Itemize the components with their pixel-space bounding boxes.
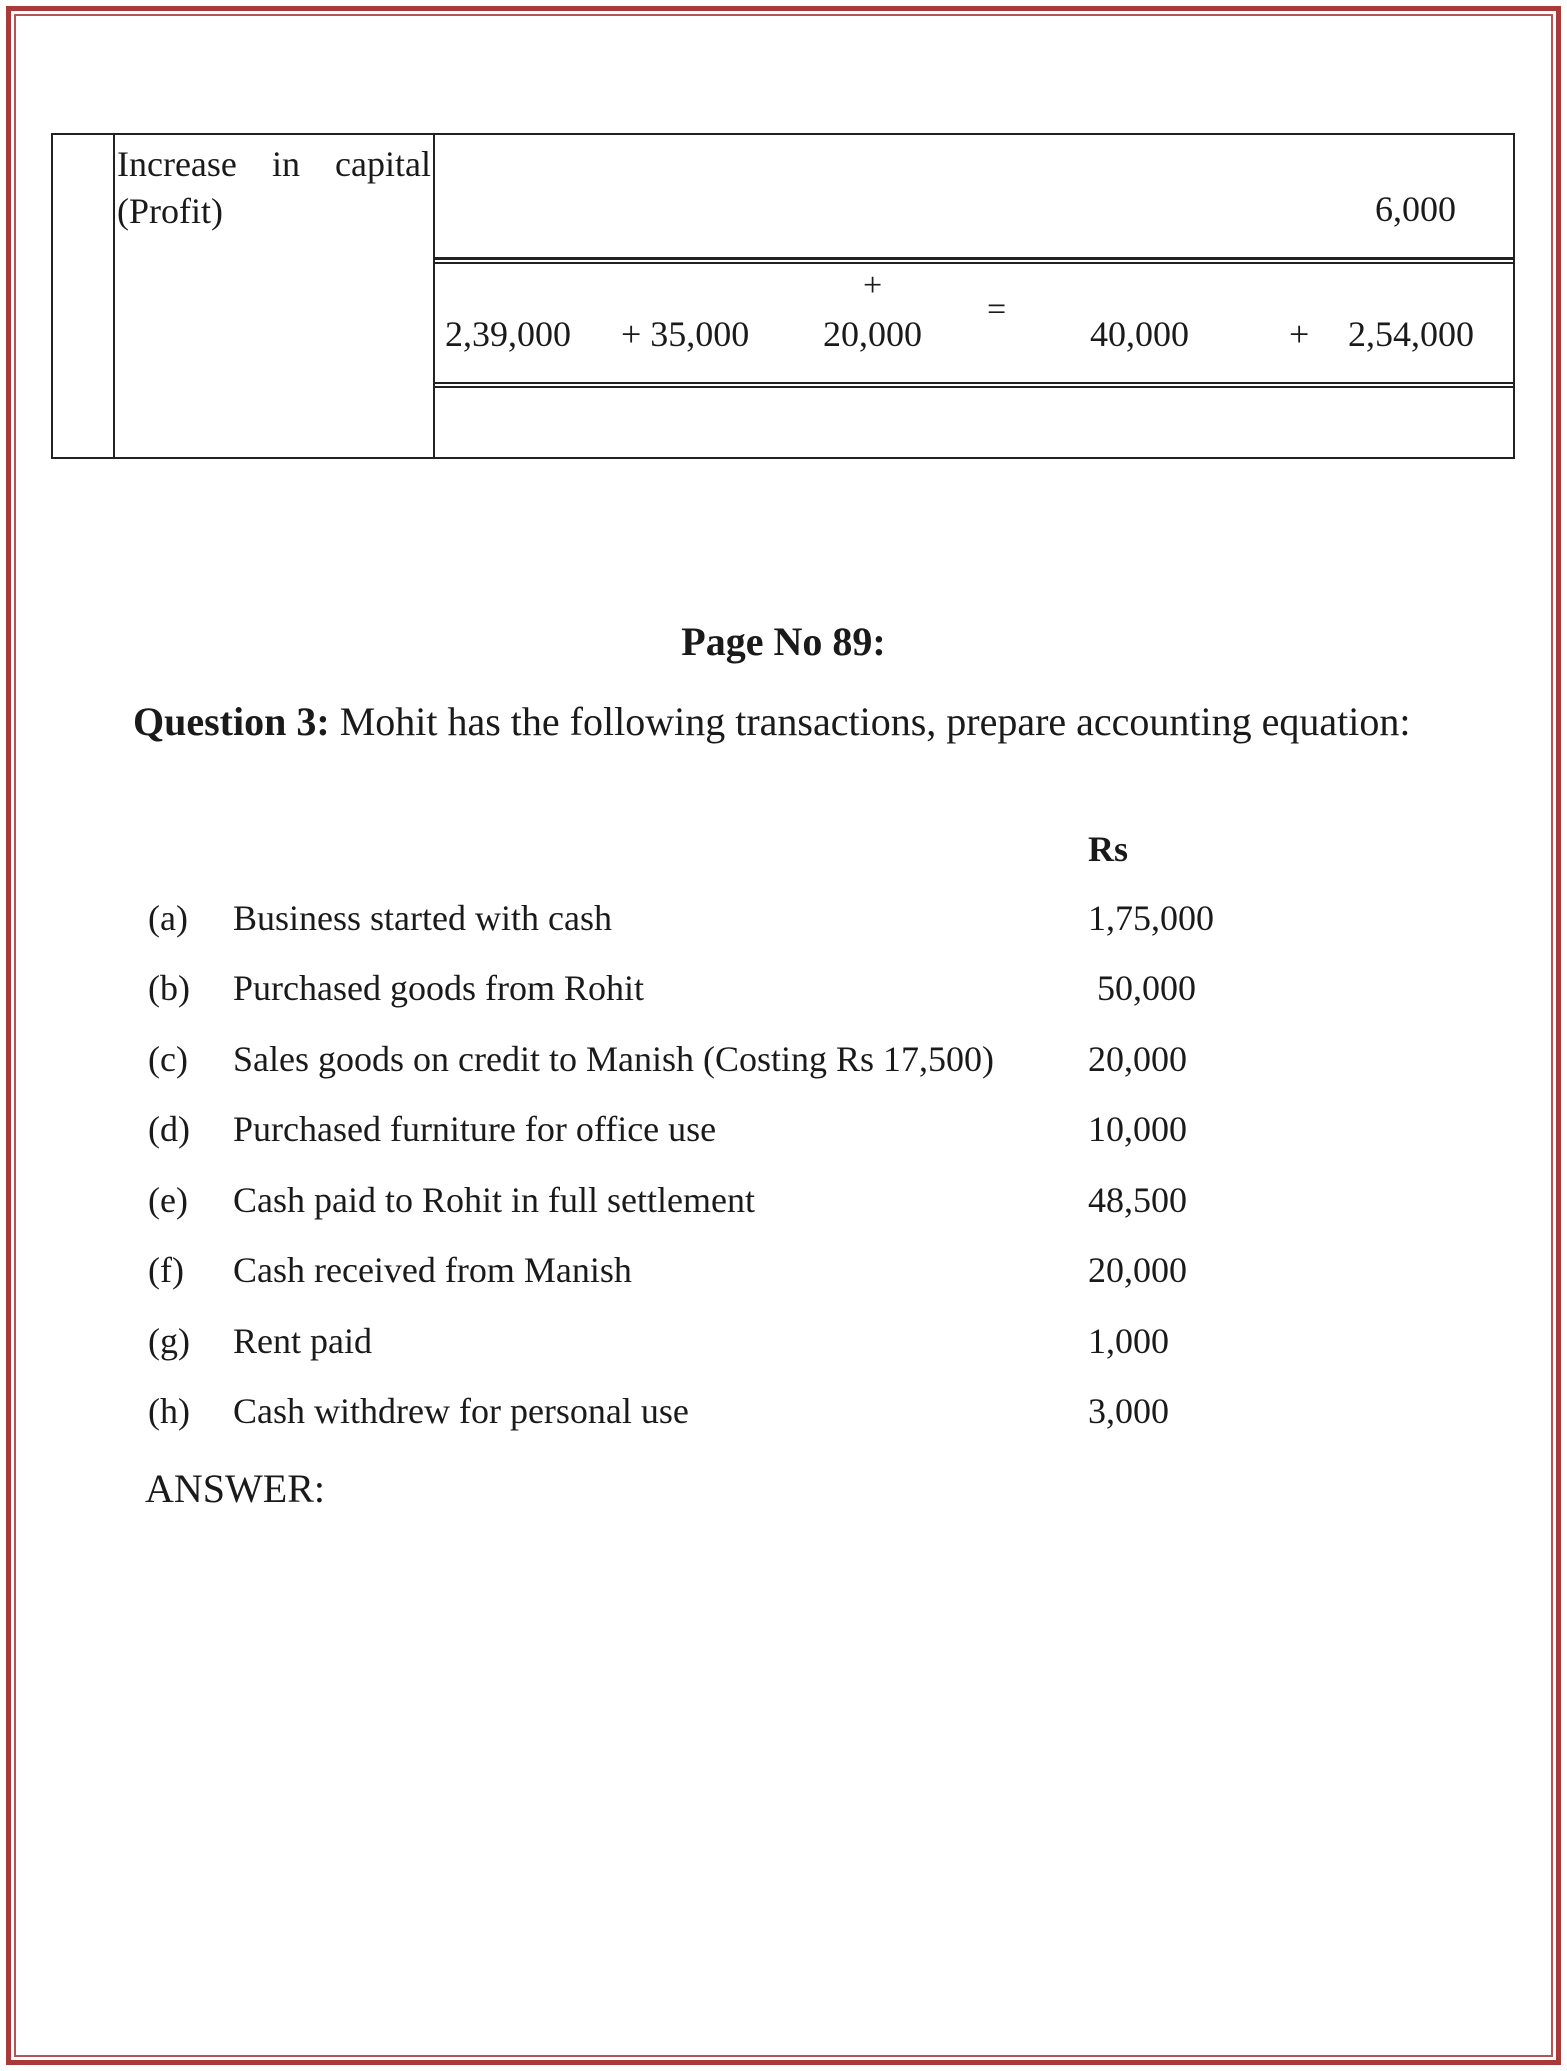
cash-value: 2,39,000	[445, 314, 571, 354]
item-key: (f)	[148, 1250, 184, 1290]
equals-sign: =	[987, 291, 1007, 328]
item-amount: 20,000	[1088, 1039, 1187, 1079]
item-key: (d)	[148, 1109, 190, 1149]
table-row-divider	[435, 386, 1513, 388]
plus-sign: +	[863, 267, 883, 304]
plus-sign: +	[1289, 314, 1310, 354]
profit-value: 6,000	[1375, 189, 1456, 229]
item-description: Business started with cash	[233, 898, 612, 938]
item-key: (a)	[148, 898, 188, 938]
label-word: Increase	[117, 144, 237, 184]
item-amount: 3,000	[1088, 1391, 1169, 1431]
item-description: Cash paid to Rohit in full settlement	[233, 1180, 755, 1220]
item-key: (b)	[148, 968, 190, 1008]
item-description: Purchased goods from Rohit	[233, 968, 644, 1008]
equation-table	[51, 133, 1515, 459]
debtors-value: 20,000	[823, 314, 922, 354]
question-text	[133, 694, 1433, 750]
item-description: Rent paid	[233, 1321, 372, 1361]
item-amount: 48,500	[1088, 1180, 1187, 1220]
item-amount: 10,000	[1088, 1109, 1187, 1149]
item-amount: 20,000	[1088, 1250, 1187, 1290]
capital-value: 2,54,000	[1348, 314, 1474, 354]
amount-column-header: Rs	[1088, 829, 1129, 869]
question-label: Question 3:	[133, 699, 330, 744]
item-description: Purchased furniture for office use	[233, 1109, 717, 1149]
item-amount: 1,000	[1088, 1321, 1169, 1361]
item-amount: 1,75,000	[1088, 898, 1214, 938]
creditors-value: 40,000	[1090, 314, 1189, 354]
question-body: Mohit has the following transactions, prepare accounting equation:	[329, 699, 1411, 744]
item-key: (h)	[148, 1391, 190, 1431]
item-key: (g)	[148, 1321, 190, 1361]
item-description: Sales goods on credit to Manish (Costing Rs 17,500)	[233, 1039, 994, 1079]
label-word: in	[271, 144, 300, 184]
item-amount: 50,000	[1097, 968, 1196, 1008]
table-row-divider	[435, 262, 1513, 264]
table-row-divider	[435, 257, 1513, 260]
item-description: Cash received from Manish	[233, 1250, 632, 1290]
table-col-divider	[113, 135, 115, 457]
item-key: (e)	[148, 1180, 188, 1220]
table-row-divider	[435, 382, 1513, 384]
label-line: (Profit)	[117, 191, 223, 231]
item-description: Cash withdrew for personal use	[233, 1391, 689, 1431]
answer-label: ANSWER:	[145, 1466, 325, 1511]
page-number-heading: Page No 89:	[681, 619, 886, 664]
label-word: capital	[335, 144, 431, 184]
item-key: (c)	[148, 1039, 188, 1079]
stock-value: + 35,000	[621, 314, 750, 354]
table-row-label	[117, 141, 435, 235]
